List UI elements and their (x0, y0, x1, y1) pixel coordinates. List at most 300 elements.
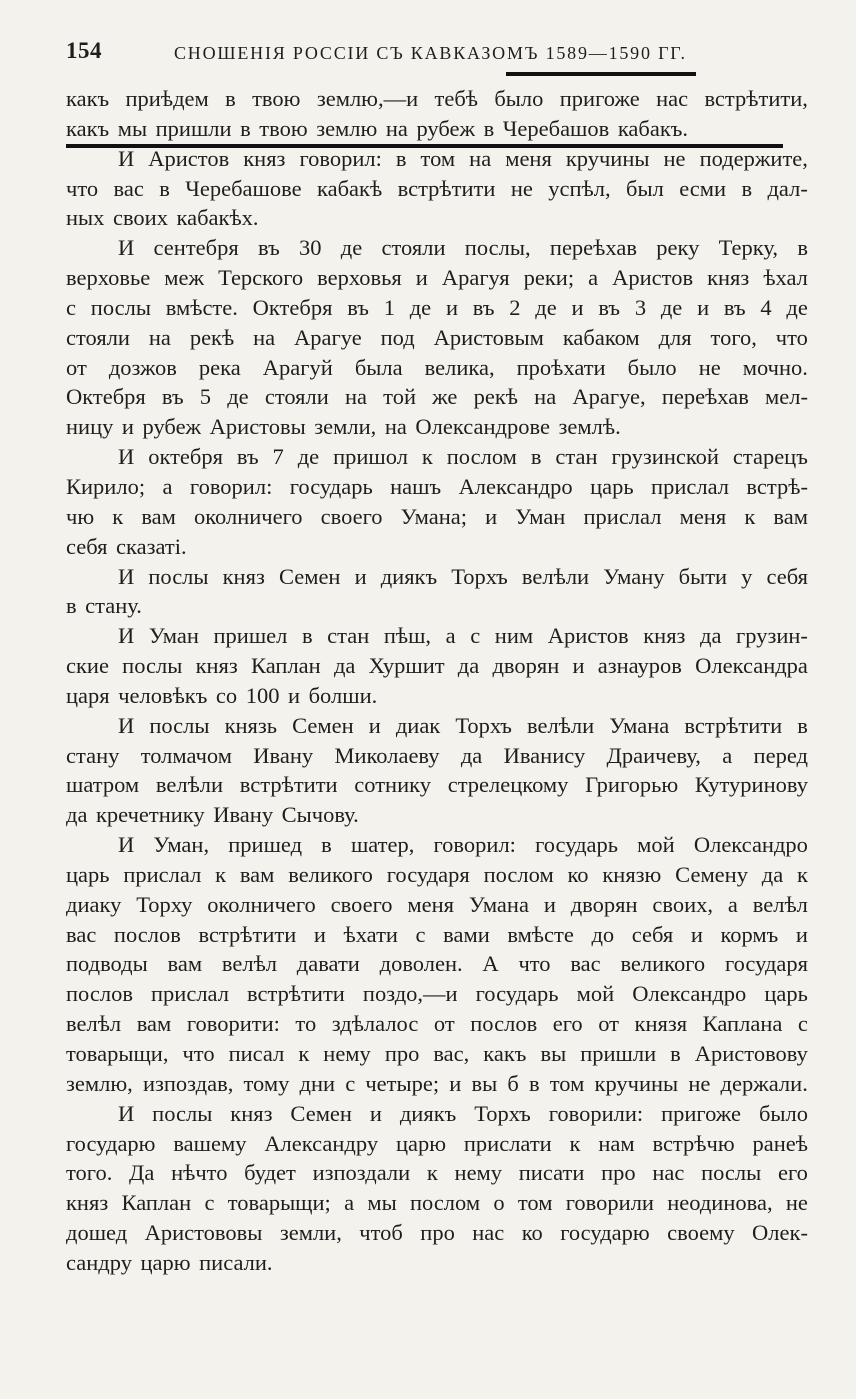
word: Торхъ (474, 1100, 531, 1126)
word: на (534, 384, 557, 410)
word: пригоже (661, 1100, 742, 1126)
word: Умана; (400, 503, 467, 529)
word: а (344, 1190, 355, 1216)
text-line (66, 562, 808, 592)
text-line (66, 830, 808, 860)
word: и (697, 294, 710, 320)
word: проѣхати (516, 354, 606, 380)
word: стан (555, 444, 598, 470)
word: послом (409, 1190, 481, 1216)
word: Аристовову (694, 1041, 808, 1066)
word: в (797, 712, 808, 738)
word: в (225, 86, 236, 111)
word: рекѣ (189, 324, 235, 350)
word: азнауров (597, 653, 682, 679)
word: встрѣтити (684, 712, 783, 738)
word: была (354, 354, 403, 380)
word: дошед (66, 1220, 128, 1246)
word: кручины (565, 145, 650, 171)
word: вы (471, 1070, 498, 1096)
word: нам (598, 1130, 635, 1156)
word: стояли (66, 324, 130, 350)
text-line (66, 203, 808, 233)
word: пригоже (559, 86, 640, 111)
word: велѣл (66, 1011, 122, 1037)
word: царь (590, 473, 634, 499)
word: Арагуе (294, 324, 362, 350)
word: въ (347, 294, 369, 320)
word: велѣли (526, 712, 595, 738)
word: Семен (278, 563, 341, 589)
word: писал (228, 1041, 285, 1066)
word: в (301, 623, 313, 649)
word: вас (66, 921, 97, 947)
word: старецъ (732, 444, 808, 470)
word: и (415, 265, 428, 291)
word: вас (113, 175, 144, 201)
word: Александру (264, 1130, 379, 1156)
word: реки; (523, 265, 575, 291)
word: Александро (458, 473, 573, 499)
word: великого (620, 951, 706, 977)
word: Каплан (251, 653, 321, 679)
word: околничего (207, 891, 316, 917)
word: твою (252, 86, 301, 111)
page-number: 154 (66, 38, 102, 63)
word: Кутуринову (694, 772, 808, 798)
word: толмачом (140, 742, 232, 768)
word: а (162, 473, 173, 499)
word: ѣхал (763, 265, 808, 291)
word: вашему (173, 1130, 247, 1156)
word: мел- (765, 384, 808, 410)
word: и (690, 921, 703, 947)
word: кабаком (562, 324, 640, 350)
word: околничего (194, 503, 303, 529)
word: какъ (483, 1041, 527, 1066)
word: себя (631, 921, 674, 947)
word: И (118, 444, 135, 470)
word: с (66, 294, 76, 320)
word: на (148, 324, 171, 350)
word: диак (395, 712, 441, 738)
word: Октебря (66, 384, 146, 410)
underline-mark-title (506, 72, 696, 76)
word: вам (239, 861, 275, 887)
word: вам (136, 1011, 172, 1037)
word: не (698, 354, 721, 380)
word: того, (710, 324, 757, 350)
word: 100 (245, 682, 280, 708)
word: диаку (66, 891, 122, 917)
text-line (66, 382, 808, 412)
word: к (112, 503, 124, 529)
word: Григорью (585, 772, 679, 798)
word: вам (167, 951, 203, 977)
word: на (385, 115, 408, 141)
word: на (253, 324, 276, 350)
word: сотнику (354, 772, 431, 798)
word: мы (117, 115, 148, 141)
word: пришед (228, 832, 303, 858)
text-line (66, 1188, 808, 1218)
word: послы (149, 712, 210, 738)
word: дворян (570, 891, 638, 917)
word: Арагуя (441, 265, 510, 291)
word: Торхъ (455, 712, 512, 738)
text-line (66, 711, 808, 741)
word: Аристовы (209, 414, 306, 440)
word: послов (113, 921, 181, 947)
word: подержите, (699, 145, 808, 171)
word: прислал (583, 503, 662, 529)
word: Аристов (612, 265, 694, 291)
word: Кирило; (66, 473, 146, 499)
word: сказаті. (116, 533, 187, 559)
word: да (457, 653, 480, 679)
word: въ (161, 384, 184, 410)
word: для (658, 324, 692, 350)
word: ко (521, 1220, 543, 1246)
word: того. (66, 1160, 113, 1186)
word: земли, (314, 414, 377, 440)
word: послы (701, 1160, 762, 1186)
word: шатер, (350, 832, 415, 858)
word: да (333, 653, 356, 679)
word: Терку, (718, 235, 779, 261)
word: кабакѣх. (176, 205, 259, 231)
word: сандру (66, 1249, 132, 1275)
text-line (66, 293, 808, 323)
word: стрелецкому (447, 772, 569, 798)
word: себя (66, 533, 108, 559)
word: встрѣчю (652, 1130, 735, 1156)
word: землю, (66, 1070, 133, 1096)
word: говорил: (299, 145, 382, 171)
word: ранеѣ (752, 1130, 808, 1156)
text-line (66, 442, 808, 472)
word: въ (472, 294, 495, 320)
word: какъ (66, 115, 110, 141)
word: что (775, 324, 808, 350)
word: в (528, 1070, 540, 1096)
text-line (66, 472, 808, 502)
word: 7 (272, 444, 284, 470)
word: в (670, 1041, 681, 1066)
word: ним (494, 623, 534, 649)
word: было (494, 86, 544, 111)
word: человѣкъ (118, 682, 208, 708)
word: княз (643, 623, 686, 649)
word: изпоздав, (142, 1070, 234, 1096)
text-line (66, 144, 808, 174)
word: да (66, 802, 88, 828)
word: чю (66, 503, 95, 529)
word: Олександра (695, 653, 808, 679)
word: и (795, 921, 808, 947)
word: де (409, 294, 432, 320)
word: товарыщи, (66, 1041, 169, 1066)
word: царь (66, 861, 110, 887)
word: писати (518, 1160, 585, 1186)
word: стану (66, 742, 120, 768)
text-line (66, 84, 808, 114)
word: про (601, 1160, 636, 1186)
word: 4 (760, 294, 772, 320)
word: диякъ (399, 1100, 457, 1126)
word: то (295, 1011, 317, 1037)
word: землѣ. (558, 414, 621, 440)
word: встрѣтити, (704, 86, 808, 111)
word: четыре; (365, 1070, 440, 1096)
word: про (384, 1041, 420, 1066)
word: рекѣ (473, 384, 518, 410)
word: Терского (218, 265, 304, 291)
word: нѣчто (171, 1160, 228, 1186)
word: мочно. (742, 354, 808, 380)
word: въ (236, 444, 259, 470)
word: 3 (634, 294, 647, 320)
word: государя (724, 951, 808, 977)
word: что (518, 951, 551, 977)
word: и (572, 653, 585, 679)
word: Торхъ (451, 563, 508, 589)
word: от (66, 354, 87, 380)
word: меня (505, 145, 552, 171)
word: и (354, 563, 367, 589)
word: послы (90, 294, 151, 320)
word: кабакѣ (317, 175, 383, 201)
word: Да (129, 1160, 155, 1186)
text-line (66, 651, 808, 681)
word: послов (66, 981, 133, 1007)
word: твою (259, 115, 308, 141)
word: у (741, 563, 753, 589)
word: въ (258, 235, 280, 261)
word: А (482, 951, 499, 977)
word: пришел (213, 623, 288, 649)
word: мы (367, 1190, 397, 1216)
word: а (588, 265, 599, 291)
word: с (415, 921, 426, 947)
word: кабакъ. (617, 115, 689, 141)
page-header (66, 38, 766, 74)
word: подводы (66, 951, 148, 977)
word: приѣдем (125, 86, 209, 111)
word: землю,—и (316, 86, 419, 111)
word: Семен (290, 1100, 352, 1126)
word: в (395, 145, 407, 171)
text-line (66, 353, 808, 383)
word: держали. (720, 1070, 808, 1096)
word: на (469, 145, 492, 171)
word: нему (323, 1041, 371, 1066)
text-line (66, 1099, 808, 1129)
word: да (460, 742, 483, 768)
word: доволен. (379, 951, 463, 977)
word: Олександро (693, 832, 808, 858)
word: рубеж (416, 115, 476, 141)
text-line (66, 800, 808, 830)
text-line (66, 1009, 808, 1039)
word: княз (707, 265, 750, 291)
word: с (470, 623, 481, 649)
word: от (433, 1011, 455, 1037)
word: И (118, 235, 135, 261)
word: в (66, 593, 77, 619)
text-line (66, 979, 808, 1009)
word: Иванису (503, 742, 586, 768)
word: под (380, 324, 415, 350)
word: какъ (66, 86, 110, 111)
word: велѣли (155, 772, 224, 798)
word: Семену (675, 861, 748, 887)
word: верховья (317, 265, 402, 291)
word: поздо,—и (362, 981, 458, 1007)
word: царю (395, 1130, 447, 1156)
text-line (66, 741, 808, 771)
word: ѣхати (343, 921, 398, 947)
word: в (530, 444, 542, 470)
word: есми (679, 175, 727, 201)
word: дозжов (108, 354, 177, 380)
word: про (420, 1220, 455, 1246)
word: 2 (509, 294, 521, 320)
word: с (797, 1011, 808, 1037)
word: переѣхав (661, 384, 749, 410)
word: было (758, 1100, 808, 1126)
word: Драичеву, (606, 742, 701, 768)
word: и (445, 294, 458, 320)
text-line (66, 890, 808, 920)
word: не (688, 1070, 711, 1096)
word: и (121, 414, 134, 440)
word: де (786, 294, 808, 320)
word: князь (224, 712, 278, 738)
word: послы (152, 1100, 213, 1126)
word: де (340, 235, 363, 261)
word: въ (723, 294, 746, 320)
word: дал- (767, 175, 808, 201)
word: грузинской (611, 444, 719, 470)
word: к (426, 1160, 438, 1186)
word: Каплан (121, 1190, 192, 1216)
word: с (345, 1070, 356, 1096)
word: здѣлалос (331, 1011, 419, 1037)
word: Уман (515, 503, 566, 529)
word: же (432, 384, 458, 410)
word: не (785, 1190, 808, 1216)
word: Уман (148, 623, 199, 649)
word: давати (296, 951, 360, 977)
word: И (118, 712, 135, 738)
word: Аристововы (144, 1220, 263, 1246)
text-line (66, 114, 808, 144)
word: а (727, 891, 738, 917)
word: И (118, 563, 135, 589)
word: неодинова, (667, 1190, 773, 1216)
word: нашъ (390, 473, 442, 499)
word: нас (656, 86, 689, 111)
word: на (384, 414, 407, 440)
word: земли, (279, 1220, 342, 1246)
word: быти (678, 563, 728, 589)
word: и (485, 503, 498, 529)
word: да (761, 861, 784, 887)
text-line (66, 1248, 808, 1278)
word: своих, (652, 891, 714, 917)
word: кручины (594, 1070, 679, 1096)
word: де (297, 444, 320, 470)
word: было (627, 354, 677, 380)
word: встрѣтити (247, 981, 345, 1007)
word: и (543, 891, 556, 917)
word: вами (443, 921, 490, 947)
word: царю (140, 1249, 191, 1275)
word: князю (602, 861, 662, 887)
word: говорили (565, 1190, 654, 1216)
word: Хуршит (368, 653, 445, 679)
word: И (118, 832, 135, 858)
word: о (493, 1190, 505, 1216)
word: И (118, 1100, 135, 1126)
word: и (288, 682, 301, 708)
word: послы (148, 563, 209, 589)
word: нас (652, 1160, 685, 1186)
text-line (66, 591, 808, 621)
word: Олександрове (415, 414, 550, 440)
word: и (571, 294, 584, 320)
text-line (66, 412, 808, 442)
word: царь (764, 981, 808, 1007)
word: изпоздали (312, 1160, 411, 1186)
text-line (66, 233, 808, 263)
word: диякъ (380, 563, 438, 589)
text-line (66, 323, 808, 353)
text-line (66, 949, 808, 979)
word: в (240, 115, 251, 141)
word: мой (637, 832, 675, 858)
word: велика, (424, 354, 495, 380)
word: Олександро (632, 981, 747, 1007)
word: великого (288, 861, 373, 887)
text-line (66, 621, 808, 651)
word: Умана (468, 891, 529, 917)
word: государь (289, 473, 373, 499)
word: велѣли (521, 563, 590, 589)
word: вас, (433, 1041, 470, 1066)
word: сентебря (153, 235, 239, 261)
body-text (66, 84, 808, 1278)
word: въ (598, 294, 621, 320)
word: себя (766, 563, 808, 589)
word: де (535, 294, 557, 320)
word: к (421, 444, 433, 470)
word: де (660, 294, 683, 320)
word: что (66, 175, 99, 201)
word: что (182, 1041, 215, 1066)
text-line (66, 1158, 808, 1188)
word: тебѣ (434, 86, 478, 111)
word: болши. (308, 682, 378, 708)
word: де (227, 384, 249, 410)
word: его (777, 1160, 808, 1186)
word: его (552, 1011, 583, 1037)
word: стояли (381, 235, 446, 261)
word: прислати (463, 1130, 552, 1156)
word: Черебашове (185, 175, 302, 201)
word: в (483, 115, 495, 141)
